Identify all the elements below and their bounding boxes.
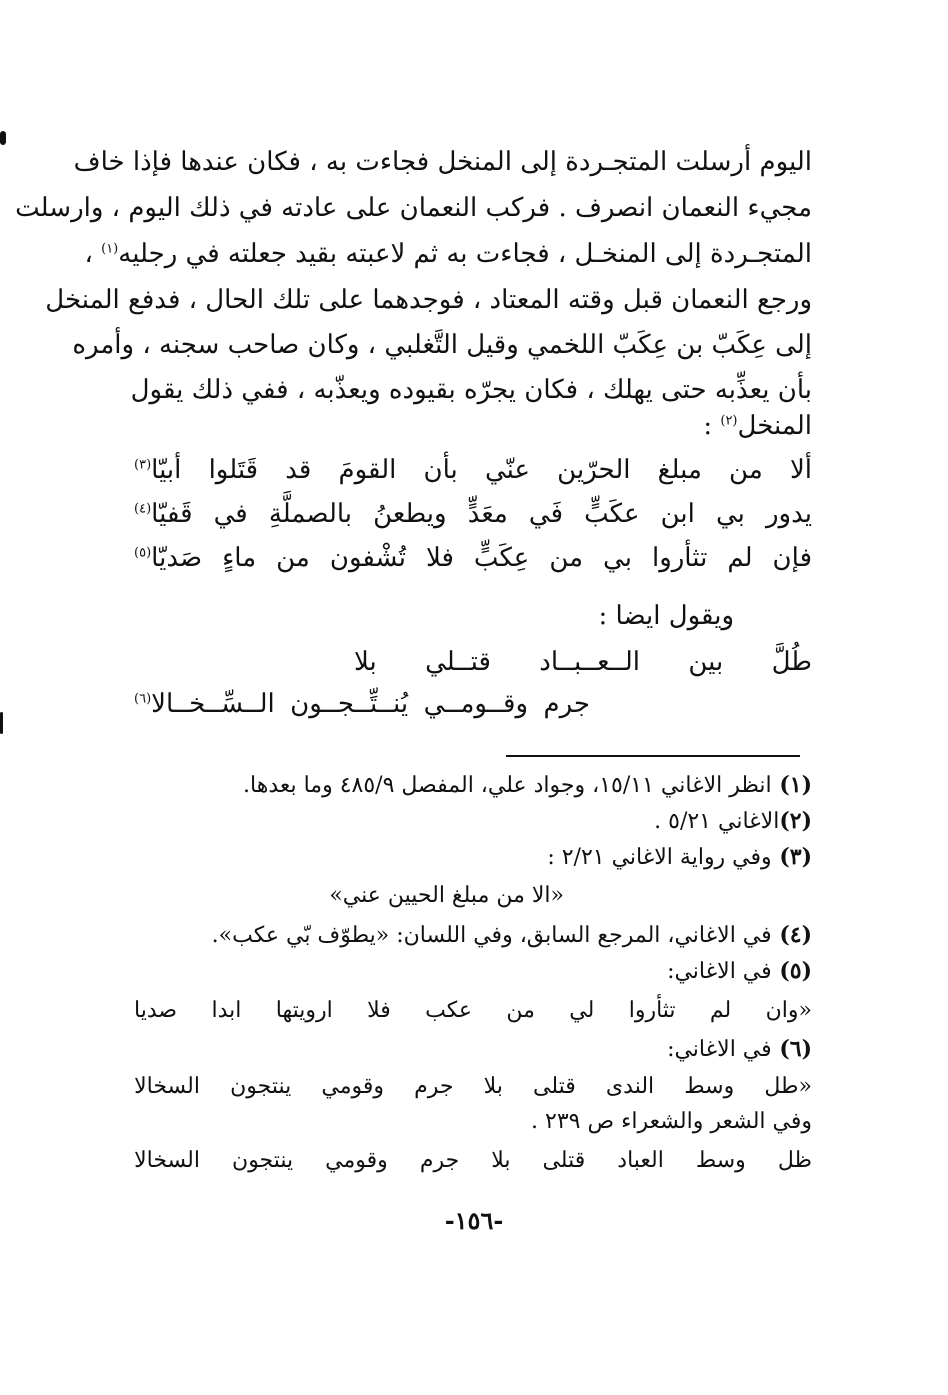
footnote-ref: (١): [101, 241, 119, 257]
page-number: -١٥٦-: [444, 1206, 504, 1235]
footnote: (٥) في الاغاني:: [667, 958, 812, 984]
footnote: (٣) وفي رواية الاغاني ٢/٢١ :: [547, 844, 812, 870]
poem-verse: ألا من مبلغ الحرّين عنّي بأن القومَ قد قَتَلوا أبيّا$^{(٣)}$: [134, 455, 812, 485]
footnote-quote: «الا من مبلغ الحيين عني»: [329, 883, 564, 908]
footnote-verse: «طل وسط الندى قتلى بلا جرم وقومي ينتجون السخالا: [134, 1073, 812, 1099]
footnote-verse: ظل وسط العباد قتلى بلا جرم وقومي ينتجون السخالا: [134, 1147, 812, 1173]
footnote-ref: (٥): [134, 545, 152, 561]
body-line: ورجع النعمان قبل وقته المعتاد ، فوجدهما على تلك الحال ، فدفع المنخل: [45, 285, 812, 315]
poem-verse: طُلَّ بين الــعــبــاد قتــلي بلا: [354, 647, 812, 677]
footnote: (٤) في الاغاني، المرجع السابق، وفي اللسان: «يطوّف بّي عكب».: [211, 922, 812, 948]
footnote: (١) انظر الاغاني ١٥/١١، وجواد علي، المفصل ٤٨٥/٩ وما بعدها.: [243, 772, 812, 798]
body-line: اليوم أرسلت المتجـردة إلى المنخل فجاءت به ، فكان عندها فإذا خاف: [73, 147, 812, 177]
body-line: إلى عِكَبّ بن عِكَبّ اللخمي وقيل التَّغلبي ، وكان صاحب سجنه ، وأمره: [72, 330, 812, 360]
footnote-separator: [506, 755, 800, 757]
body-line: مجيء النعمان انصرف . فركب النعمان على عادته في ذلك اليوم ، وارسلت: [15, 193, 812, 223]
body-line: المنخل$^{(٢)}$ :: [703, 411, 812, 441]
footnote-verse: «وان لم تثأروا لي من عكب فلا ارويتها ابدا صديا: [134, 997, 812, 1023]
scan-edge-mark: [0, 131, 6, 145]
poem-verse: جرم وقــومــي يُنــتِّــجــون الــسِّــخــالا$^{(٦)}$: [134, 689, 590, 719]
footnote-ref: (٣): [134, 457, 152, 473]
section-intro: ويقول ايضا :: [598, 601, 734, 631]
scan-edge-mark: [0, 712, 3, 734]
footnote-source: وفي الشعر والشعراء ص ٢٣٩ .: [531, 1109, 812, 1134]
poem-verse: فإن لم تثأروا بي من عِكَبٍّ فلا تُشْفون من ماءٍ صَديّا$^{(٥)}$: [134, 543, 812, 573]
footnote: (٢)الاغاني ٥/٢١ .: [654, 808, 812, 834]
footnote: (٦) في الاغاني:: [667, 1036, 812, 1062]
poem-verse: يدور بي ابن عكَبٍّ فَي معَدٍّ ويطعنُ بالصملَّةِ في قَفيّا$^{(٤)}$: [134, 499, 812, 529]
body-line: بأن يعذِّبه حتى يهلك ، فكان يجرّه بقيوده ويعذّبه ، ففي ذلك يقول: [130, 375, 812, 405]
footnote-ref: (٦): [134, 691, 152, 707]
footnote-ref: (٤): [134, 501, 152, 517]
footnote-ref: (٢): [720, 413, 738, 429]
body-line: المتجـردة إلى المنخـل ، فجاءت به ثم لاعبته بقيد جعلته في رجليه$^{(١)}$ ،: [84, 239, 812, 269]
